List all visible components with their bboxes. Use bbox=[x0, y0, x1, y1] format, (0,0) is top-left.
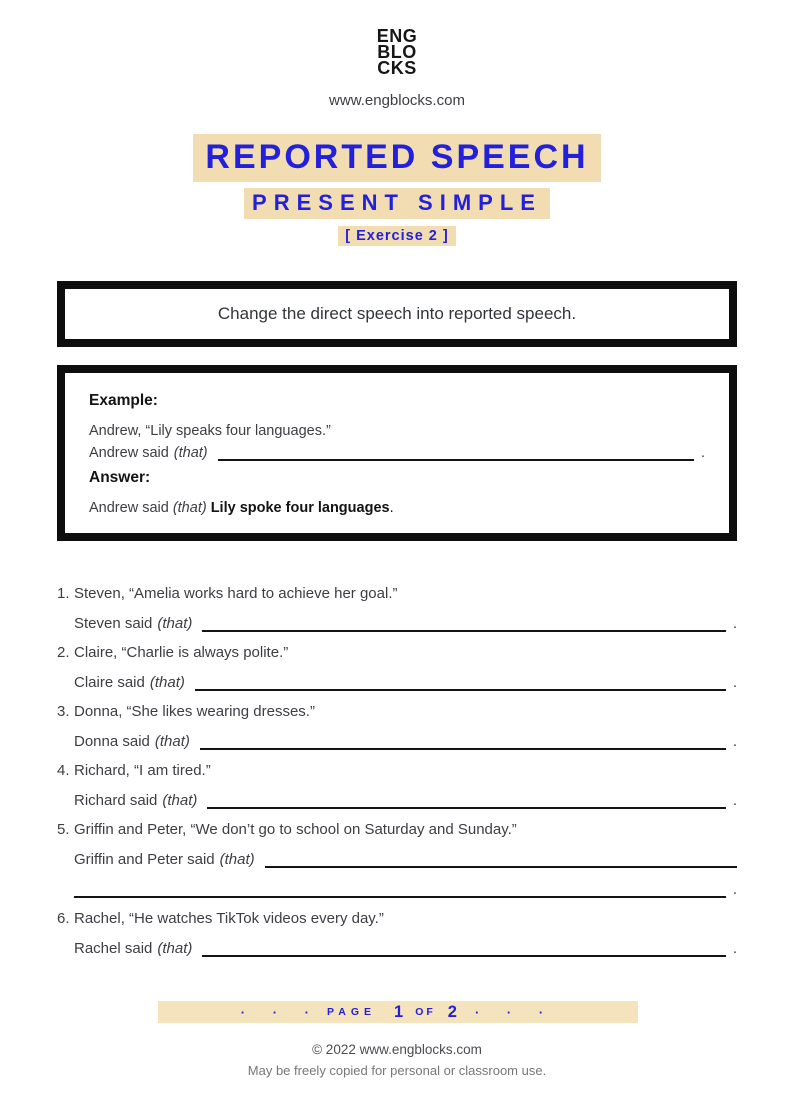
exercise-quote: Rachel, “He watches TikTok videos every day.” bbox=[74, 909, 384, 927]
logo-line-3: CKS bbox=[377, 57, 417, 78]
exercise-quote: Donna, “She likes wearing dresses.” bbox=[74, 702, 315, 720]
page-subtitle: PRESENT SIMPLE bbox=[244, 188, 550, 219]
period-mark: . bbox=[389, 499, 394, 516]
exercise-quote: Griffin and Peter, “We don’t go to school on Saturday and Sunday.” bbox=[74, 820, 517, 838]
report-that: (that) bbox=[157, 614, 193, 632]
exercise-tag: [ Exercise 2 ] bbox=[338, 226, 455, 246]
exercise-list bbox=[57, 580, 737, 959]
period-mark: . bbox=[732, 614, 737, 632]
report-stem: Steven said bbox=[74, 614, 153, 632]
answer-blank[interactable] bbox=[218, 459, 694, 461]
period-mark: . bbox=[732, 939, 737, 957]
dots-left: · · · bbox=[240, 1004, 322, 1020]
report-that: (that) bbox=[154, 732, 190, 750]
page-label: PAGE bbox=[327, 1006, 376, 1018]
dots-right: · · · bbox=[474, 1004, 556, 1020]
instruction-text: Change the direct speech into reported speech. bbox=[217, 303, 577, 323]
engblocks-logo bbox=[376, 26, 418, 78]
answer-text: Lily spoke four languages bbox=[210, 499, 390, 516]
answer-stem: Andrew said bbox=[89, 499, 169, 516]
copyright-text: © 2022 www.engblocks.com bbox=[312, 1042, 482, 1057]
report-stem: Claire said bbox=[74, 673, 145, 691]
answer-that: (that) bbox=[172, 499, 207, 516]
example-quote: Andrew, “Lily speaks four languages.” bbox=[89, 422, 331, 439]
period-mark: . bbox=[732, 673, 737, 691]
answer-blank[interactable] bbox=[202, 630, 725, 632]
exercise-quote: Richard, “I am tired.” bbox=[74, 761, 211, 779]
exercise-item-6 bbox=[57, 905, 737, 959]
page-title: REPORTED SPEECH bbox=[193, 134, 600, 182]
answer-blank[interactable] bbox=[207, 807, 725, 809]
exercise-item-4 bbox=[57, 757, 737, 811]
exercise-quote: Claire, “Charlie is always polite.” bbox=[74, 643, 289, 661]
exercise-number: 4. bbox=[57, 761, 70, 779]
total-page-number: 2 bbox=[447, 1002, 457, 1021]
of-label: OF bbox=[415, 1006, 436, 1018]
website-url: www.engblocks.com bbox=[329, 91, 465, 109]
period-mark: . bbox=[732, 732, 737, 750]
current-page-number: 1 bbox=[394, 1002, 404, 1021]
answer-blank[interactable] bbox=[202, 955, 725, 957]
logo-line-1: ENG bbox=[376, 26, 418, 46]
title-block bbox=[0, 134, 794, 246]
exercise-number: 1. bbox=[57, 584, 70, 602]
report-that: (that) bbox=[162, 791, 198, 809]
answer-blank[interactable] bbox=[74, 896, 726, 898]
example-label: Example: bbox=[89, 391, 158, 409]
answer-blank[interactable] bbox=[200, 748, 726, 750]
example-report-stem: Andrew said bbox=[89, 444, 169, 461]
instruction-box bbox=[57, 281, 737, 347]
report-that: (that) bbox=[219, 850, 255, 868]
answer-label: Answer: bbox=[89, 468, 151, 486]
logo-line-2: BLO bbox=[377, 41, 417, 62]
page-indicator-bar bbox=[158, 1001, 638, 1023]
report-stem: Richard said bbox=[74, 791, 158, 809]
exercise-item-5 bbox=[57, 816, 737, 900]
answer-blank[interactable] bbox=[195, 689, 726, 691]
exercise-number: 3. bbox=[57, 702, 70, 720]
answer-blank[interactable] bbox=[265, 866, 737, 868]
period-mark: . bbox=[732, 880, 737, 898]
example-report-that: (that) bbox=[173, 444, 208, 461]
report-that: (that) bbox=[157, 939, 193, 957]
exercise-number: 2. bbox=[57, 643, 70, 661]
report-stem: Griffin and Peter said bbox=[74, 850, 215, 868]
exercise-item-1 bbox=[57, 580, 737, 634]
exercise-number: 5. bbox=[57, 820, 70, 838]
example-report-line bbox=[89, 443, 705, 463]
exercise-item-3 bbox=[57, 698, 737, 752]
report-stem: Rachel said bbox=[74, 939, 153, 957]
example-box bbox=[57, 365, 737, 541]
period-mark: . bbox=[700, 444, 705, 461]
page-header bbox=[0, 0, 794, 109]
example-answer-line bbox=[89, 498, 705, 518]
exercise-number: 6. bbox=[57, 909, 70, 927]
report-that: (that) bbox=[149, 673, 185, 691]
report-stem: Donna said bbox=[74, 732, 150, 750]
exercise-quote: Steven, “Amelia works hard to achieve her goal.” bbox=[74, 584, 398, 602]
period-mark: . bbox=[732, 791, 737, 809]
exercise-item-2 bbox=[57, 639, 737, 693]
license-text: May be freely copied for personal or classroom use. bbox=[247, 1063, 547, 1078]
